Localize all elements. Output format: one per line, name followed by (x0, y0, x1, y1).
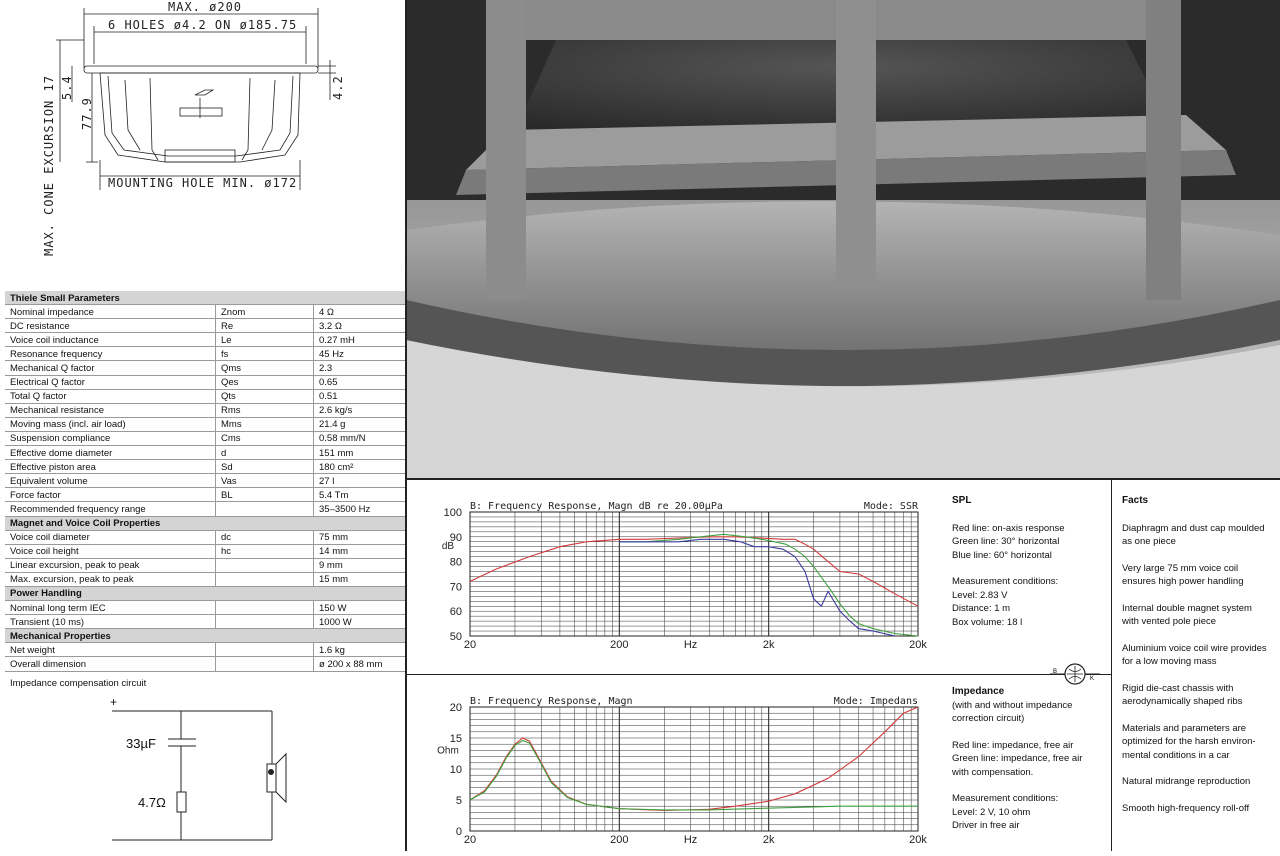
x-tick-label: 20k (909, 639, 927, 651)
series-line-0 (470, 707, 918, 811)
param-value: 9 mm (319, 560, 343, 572)
logo-letter-b: B (1053, 669, 1058, 675)
y-tick-label: 0 (455, 826, 462, 838)
impedance-chart (406, 676, 946, 851)
dim-5-4-label: 5.4 (60, 75, 74, 100)
param-name: Nominal impedance (10, 306, 94, 318)
param-name: Linear excursion, peak to peak (10, 560, 140, 572)
impedance-title: Impedance (952, 686, 1005, 697)
param-symbol: Mms (221, 419, 242, 431)
param-name: Moving mass (incl. air load) (10, 419, 126, 431)
table-row (5, 531, 406, 545)
y-tick-label: 50 (449, 631, 462, 643)
fact-line: Diaphragm and dust cap moulded (1122, 522, 1265, 534)
table-row (5, 643, 406, 657)
table-row (5, 347, 406, 361)
spl-meas-box: Box volume: 18 l (952, 616, 1023, 628)
spl-meas-level: Level: 2.83 V (952, 589, 1008, 601)
section-title: Thiele Small Parameters (10, 292, 120, 304)
impedance-meas-driver: Driver in free air (952, 820, 1020, 831)
param-symbol: Qts (221, 391, 236, 403)
impedance-sub-2: correction circuit) (952, 713, 1025, 724)
fact-line: mental conditions in a car (1122, 749, 1230, 761)
param-name: Voice coil diameter (10, 532, 90, 544)
param-value: 0.58 mm/N (319, 433, 366, 445)
fact-line: Aluminium voice coil wire provides (1122, 642, 1267, 654)
param-symbol: Sd (221, 461, 233, 473)
y-tick-label: 70 (449, 581, 462, 594)
param-value: ø 200 x 88 mm (319, 658, 383, 670)
fact-line: Smooth high-frequency roll-off (1122, 802, 1250, 814)
table-row (5, 390, 406, 404)
fact-item (1122, 562, 1277, 589)
y-tick-label: 100 (443, 507, 462, 519)
spl-line-red: Red line: on-axis response (952, 522, 1065, 534)
facts-panel (1122, 494, 1277, 828)
param-value: 1.6 kg (319, 644, 345, 656)
chart-title: B: Frequency Response, Magn (470, 696, 633, 707)
table-row (5, 559, 406, 573)
param-value: 150 W (319, 602, 347, 614)
param-symbol: Qes (221, 377, 239, 389)
spl-title: SPL (952, 495, 972, 506)
technical-drawing (0, 0, 405, 290)
table-row (5, 601, 406, 615)
mounting-hole-label: MOUNTING HOLE MIN. ø172 (108, 176, 298, 190)
table-row (5, 474, 406, 488)
param-name: Max. excursion, peak to peak (10, 574, 134, 586)
fact-item (1122, 522, 1277, 549)
dim-77-9-label: 77.9 (80, 97, 94, 130)
param-value: 0.65 (319, 377, 338, 389)
fact-line: for a low moving mass (1122, 656, 1217, 667)
bk-logo (1050, 662, 1100, 686)
fact-item (1122, 602, 1277, 629)
fact-item (1122, 775, 1277, 789)
param-value: 27 l (319, 475, 335, 487)
y-tick-label: 60 (449, 606, 462, 619)
param-name: Resonance frequency (10, 348, 103, 360)
param-name: Recommended frequency range (10, 503, 146, 515)
spl-description (952, 494, 1107, 642)
impedance-line-green-2: with compensation. (952, 766, 1034, 778)
spl-line-green: Green line: 30° horizontal (952, 536, 1060, 547)
param-value: 3.2 Ω (319, 320, 342, 332)
table-row (5, 657, 406, 671)
param-name: Equivalent volume (10, 475, 88, 487)
chart-mode: Mode: SSR (863, 501, 918, 512)
y-tick-label: 80 (449, 556, 462, 569)
param-value: 2.6 kg/s (319, 405, 353, 417)
x-tick-label: 200 (610, 639, 629, 651)
facts-title: Facts (1122, 495, 1149, 506)
param-symbol: Qms (221, 362, 242, 374)
table-row (5, 361, 406, 375)
param-value: 15 mm (319, 574, 349, 586)
y-tick-label: 90 (449, 531, 462, 544)
param-value: 45 Hz (319, 348, 344, 360)
compensation-circuit (0, 692, 405, 851)
y-axis-label: dB (441, 541, 455, 553)
fact-line: Materials and parameters are (1122, 722, 1247, 734)
facts-divider (1111, 480, 1112, 851)
fact-line: as one piece (1122, 536, 1176, 547)
fact-line: optimized for the harsh environ- (1122, 736, 1256, 747)
plus-terminal: + (110, 695, 118, 709)
table-row (5, 404, 406, 418)
cone-excursion-label: MAX. CONE EXCURSION 17 (42, 75, 56, 256)
param-symbol: Re (221, 320, 234, 332)
param-value: 0.51 (319, 391, 338, 403)
spl-meas-title: Measurement conditions: (952, 576, 1059, 587)
table-row (5, 305, 406, 319)
param-name: Effective dome diameter (10, 447, 113, 459)
impedance-line-red: Red line: impedance, free air (952, 739, 1074, 751)
max-diameter-label: MAX. ø200 (168, 0, 243, 14)
y-tick-label: 20 (449, 702, 462, 714)
fact-line: Natural midrange reproduction (1122, 776, 1251, 787)
y-tick-label: 10 (449, 764, 462, 776)
param-symbol: d (221, 447, 227, 459)
table-row (5, 418, 406, 432)
param-name: Mechanical resistance (10, 405, 104, 417)
fact-line: Internal double magnet system (1122, 602, 1252, 614)
param-name: Mechanical Q factor (10, 362, 95, 374)
table-row (5, 319, 406, 333)
param-name: Overall dimension (10, 658, 87, 670)
x-tick-label: 20 (463, 834, 477, 846)
table-row (5, 545, 406, 559)
param-name: Force factor (10, 489, 61, 501)
fact-line: Rigid die-cast chassis with (1122, 682, 1234, 694)
param-symbol: Rms (221, 405, 241, 417)
table-section-header (5, 629, 406, 643)
param-value: 35–3500 Hz (319, 503, 371, 515)
param-value: 0.27 mH (319, 334, 355, 346)
param-value: 75 mm (319, 532, 349, 544)
param-name: Total Q factor (10, 391, 67, 403)
impedance-line-green: Green line: impedance, free air (952, 753, 1083, 764)
param-value: 5.4 Tm (319, 489, 349, 501)
table-row (5, 573, 406, 587)
speaker-photo (406, 0, 1280, 478)
table-row (5, 432, 406, 446)
table-row (5, 446, 406, 460)
param-name: Net weight (10, 644, 55, 656)
param-name: Transient (10 ms) (10, 616, 85, 628)
x-tick-label: 2k (762, 639, 775, 651)
param-value: 14 mm (319, 546, 349, 558)
param-symbol: Znom (221, 306, 246, 318)
table-section-header (5, 291, 406, 305)
y-axis-label: Ohm (437, 745, 459, 757)
chart-mode: Mode: Impedans (833, 696, 918, 707)
fact-line: Very large 75 mm voice coil (1122, 562, 1239, 574)
impedance-description (952, 685, 1107, 846)
param-name: Effective piston area (10, 461, 96, 473)
table-row (5, 488, 406, 502)
param-name: Voice coil height (10, 546, 79, 558)
param-value: 2.3 (319, 362, 333, 374)
param-value: 151 mm (319, 447, 354, 459)
logo-letter-k: K (1090, 676, 1095, 682)
fact-item (1122, 722, 1277, 763)
param-value: 21.4 g (319, 419, 346, 431)
fact-item (1122, 802, 1277, 816)
section-title: Power Handling (10, 588, 82, 600)
fact-line: aerodynamically shaped ribs (1122, 696, 1243, 707)
table-section-header (5, 517, 406, 531)
capacitor-label: 33µF (126, 736, 156, 751)
impedance-meas-title: Measurement conditions: (952, 793, 1059, 804)
param-value: 4 Ω (319, 306, 335, 318)
x-tick-label: 20 (463, 639, 477, 651)
table-row (5, 460, 406, 474)
param-value: 1000 W (319, 616, 352, 628)
x-tick-label: Hz (683, 639, 698, 651)
circuit-title: Impedance compensation circuit (10, 678, 147, 689)
section-title: Mechanical Properties (10, 630, 111, 642)
impedance-meas-level: Level: 2 V, 10 ohm (952, 806, 1031, 818)
chart-title: B: Frequency Response, Magn dB re 20.00µPa (470, 501, 723, 512)
spl-chart (406, 480, 946, 674)
param-symbol: BL (221, 489, 233, 501)
resistor-label: 4.7Ω (138, 795, 166, 810)
section-title: Magnet and Voice Coil Properties (10, 518, 161, 529)
fact-item (1122, 682, 1277, 709)
table-section-header (5, 587, 406, 601)
param-symbol: Cms (221, 433, 241, 445)
table-row (5, 615, 406, 629)
fact-item (1122, 642, 1277, 669)
x-tick-label: 2k (762, 834, 775, 846)
param-name: Nominal long term IEC (10, 602, 106, 614)
x-tick-label: 20k (909, 834, 927, 846)
param-symbol: Vas (221, 475, 237, 487)
impedance-sub-1: (with and without impedance (952, 699, 1073, 711)
chart-divider (406, 674, 1111, 675)
table-row (5, 502, 406, 516)
series-line-2 (619, 539, 895, 636)
fact-line: ensures high power handling (1122, 576, 1244, 587)
param-name: Suspension compliance (10, 433, 111, 445)
parameter-table (5, 291, 406, 672)
facts-list (1122, 522, 1277, 816)
param-symbol: hc (221, 546, 232, 558)
x-tick-label: 200 (610, 834, 629, 846)
spl-line-blue: Blue line: 60° horizontal (952, 549, 1052, 561)
fact-line: with vented pole piece (1122, 616, 1217, 627)
holes-label: 6 HOLES ø4.2 ON ø185.75 (108, 18, 298, 32)
param-value: 180 cm² (319, 461, 354, 473)
param-symbol: fs (221, 348, 229, 360)
table-row (5, 376, 406, 390)
param-name: DC resistance (10, 320, 70, 332)
spl-meas-distance: Distance: 1 m (952, 603, 1011, 614)
param-symbol: Le (221, 334, 232, 346)
param-name: Electrical Q factor (10, 377, 85, 389)
param-symbol: dc (221, 532, 232, 544)
table-row (5, 333, 406, 347)
param-name: Voice coil inductance (10, 334, 99, 346)
x-tick-label: Hz (683, 834, 698, 846)
dim-4-2-label: 4.2 (331, 75, 345, 100)
y-tick-label: 15 (449, 733, 462, 745)
y-tick-label: 5 (455, 795, 462, 807)
